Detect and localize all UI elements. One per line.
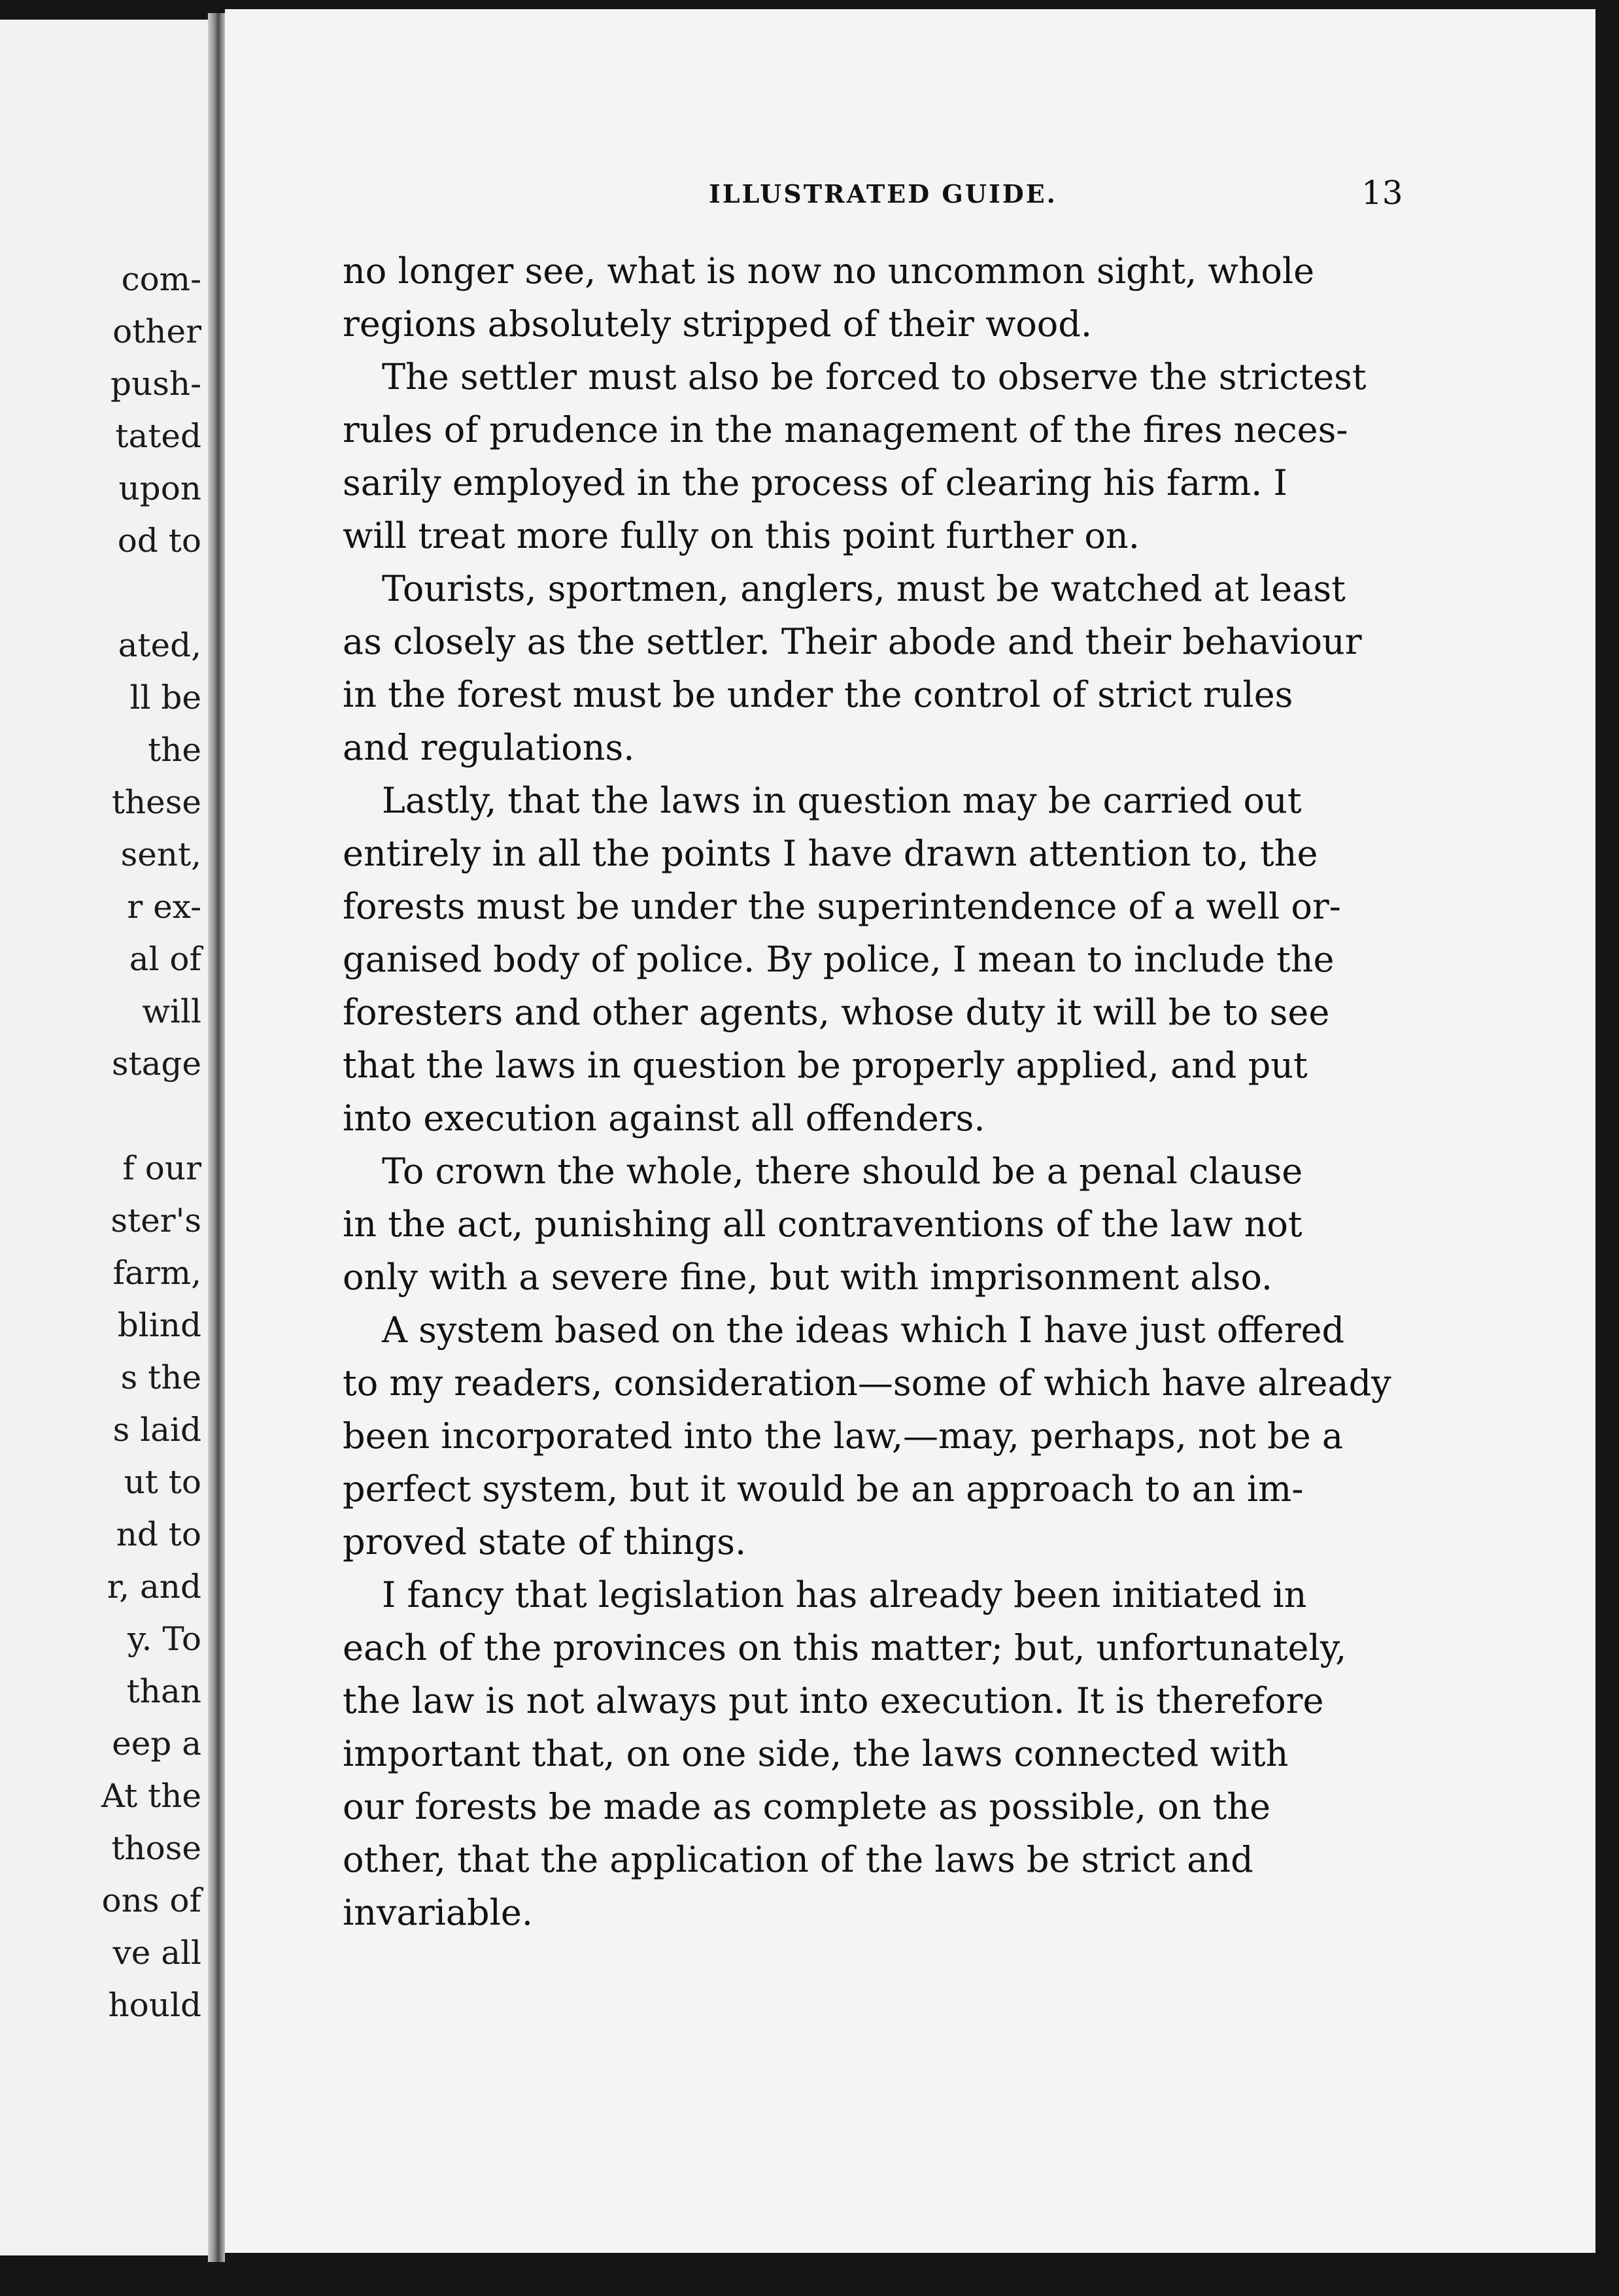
- text-line: important that, on one side, the laws connected with: [343, 1733, 1289, 1774]
- book-gutter: [208, 13, 225, 2262]
- left-page-fragment: farm,: [112, 1254, 201, 1292]
- running-title: ILLUSTRATED GUIDE.: [709, 179, 1057, 209]
- text-line: To crown the whole, there should be a penal clause: [382, 1151, 1303, 1192]
- left-page-fragment: al of: [129, 940, 201, 978]
- text-line: will treat more fully on this point further on.: [343, 515, 1140, 556]
- text-line: the law is not always put into execution. It is therefore: [343, 1680, 1324, 1721]
- text-line: regions absolutely stripped of their wood.: [343, 303, 1093, 345]
- text-line: in the forest must be under the control of strict rules: [343, 674, 1293, 715]
- left-page-fragment: ve all: [112, 1934, 201, 1972]
- left-page-fragment: At the: [101, 1777, 201, 1815]
- running-header: [225, 174, 1595, 213]
- left-page-fragment: upon: [118, 469, 201, 507]
- text-line: into execution against all offenders.: [343, 1098, 985, 1139]
- text-line: and regulations.: [343, 727, 635, 768]
- page-number: 13: [1361, 174, 1403, 212]
- text-line: A system based on the ideas which I have just offered: [382, 1309, 1345, 1351]
- left-page-fragment: these: [111, 783, 201, 821]
- left-page-fragment: those: [111, 1829, 201, 1867]
- text-line: proved state of things.: [343, 1521, 747, 1562]
- text-line: each of the provinces on this matter; but, unfortunately,: [343, 1627, 1347, 1668]
- left-page-fragment: od to: [117, 522, 201, 560]
- text-line: rules of prudence in the management of the fires neces-: [343, 409, 1348, 450]
- left-page-fragment: f our: [122, 1149, 201, 1187]
- left-page-fragment: ut to: [124, 1463, 201, 1501]
- text-line: Tourists, sportmen, anglers, must be watched at least: [382, 568, 1346, 609]
- left-page-fragment: the: [148, 731, 201, 769]
- left-page-fragment: s laid: [112, 1411, 201, 1449]
- left-page-fragment: than: [126, 1672, 201, 1710]
- left-page-fragment: y. To: [128, 1620, 201, 1658]
- text-line: been incorporated into the law,—may, perhaps, not be a: [343, 1415, 1344, 1457]
- left-page-fragment: ster's: [111, 1202, 201, 1240]
- text-line: other, that the application of the laws be strict and: [343, 1839, 1253, 1880]
- left-page-fragment: com-: [121, 260, 201, 298]
- text-line: that the laws in question be properly applied, and put: [343, 1045, 1308, 1086]
- left-page-fragment: tated: [115, 417, 201, 455]
- left-page-fragment: r ex-: [127, 888, 201, 926]
- text-line: our forests be made as complete as possible, on the: [343, 1786, 1271, 1827]
- left-page-fragment: blind: [117, 1306, 201, 1344]
- text-line: as closely as the settler. Their abode and their behaviour: [343, 621, 1362, 662]
- left-page-fragment: ons of: [101, 1882, 201, 1919]
- text-line: to my readers, consideration—some of which have already: [343, 1362, 1391, 1404]
- left-page-fragment: sent,: [120, 836, 201, 873]
- text-line: in the act, punishing all contraventions of the law not: [343, 1204, 1303, 1245]
- left-page-fragment: ll be: [129, 679, 201, 717]
- text-line: forests must be under the superintendence of a well or-: [343, 886, 1341, 927]
- right-page: [225, 9, 1595, 2253]
- text-line: The settler must also be forced to observe the strictest: [382, 356, 1367, 397]
- text-line: foresters and other agents, whose duty it will be to see: [343, 992, 1330, 1033]
- left-page-fragment: eep a: [112, 1725, 201, 1763]
- text-line: perfect system, but it would be an approach to an im-: [343, 1468, 1304, 1510]
- left-page-fragment: stage: [111, 1045, 201, 1083]
- text-line: Lastly, that the laws in question may be carried out: [382, 780, 1302, 821]
- left-page-fragment: hould: [108, 1986, 201, 2024]
- left-page-fragment: will: [142, 992, 201, 1030]
- text-line: sarily employed in the process of clearing his farm. I: [343, 462, 1287, 503]
- left-page-fragment: ated,: [118, 626, 201, 664]
- text-line: invariable.: [343, 1892, 533, 1933]
- text-line: only with a severe fine, but with imprisonment also.: [343, 1257, 1273, 1298]
- left-page-fragment: r, and: [107, 1568, 201, 1606]
- text-line: no longer see, what is now no uncommon sight, whole: [343, 250, 1315, 292]
- left-page-fragment: other: [112, 312, 201, 350]
- text-line: ganised body of police. By police, I mean to include the: [343, 939, 1335, 980]
- left-page-fragment: push-: [111, 365, 201, 403]
- left-page: [0, 20, 208, 2255]
- left-page-fragment: nd to: [116, 1515, 201, 1553]
- body-text: [343, 245, 1619, 1939]
- left-page-fragment: s the: [120, 1359, 201, 1396]
- text-line: entirely in all the points I have drawn attention to, the: [343, 833, 1318, 874]
- text-line: I fancy that legislation has already been initiated in: [382, 1574, 1307, 1615]
